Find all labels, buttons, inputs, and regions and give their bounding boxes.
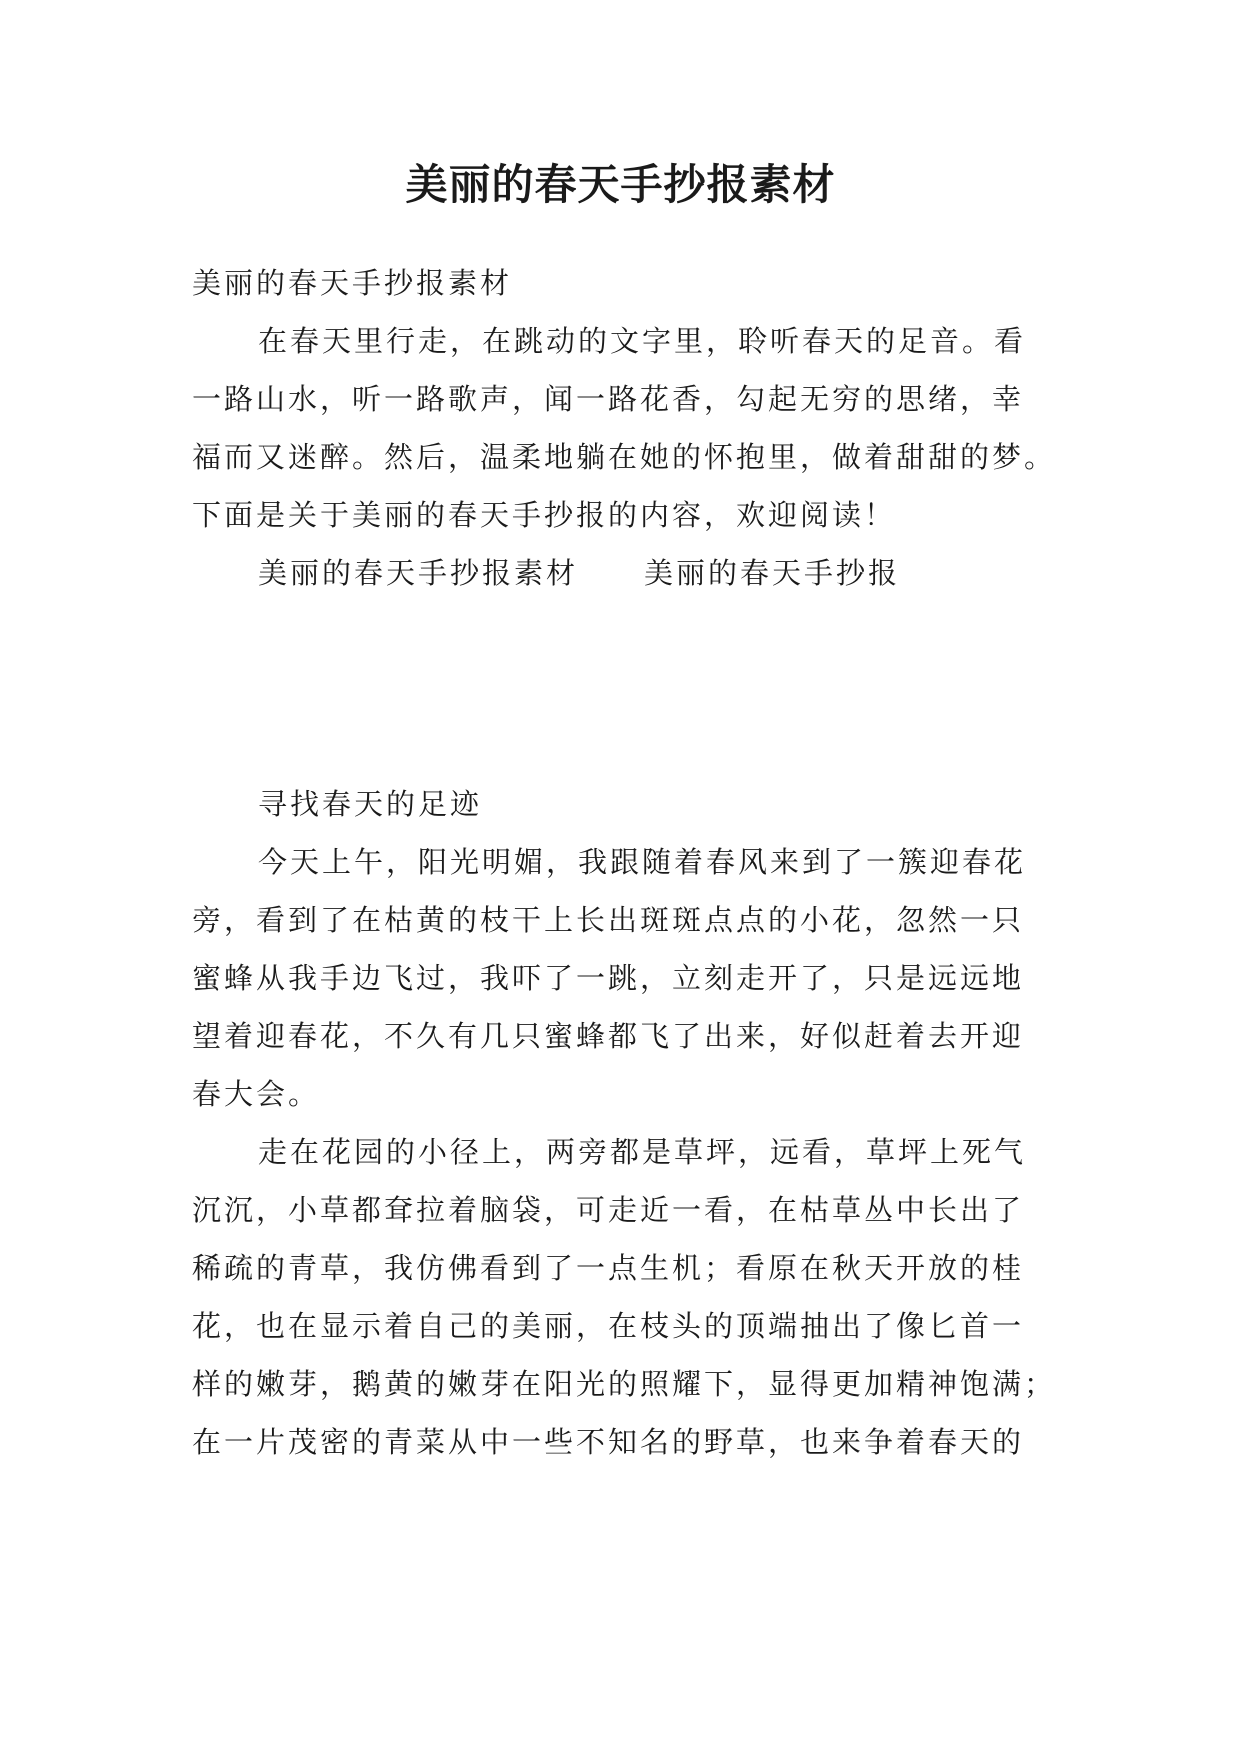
paragraph-line: 沉沉，小草都耷拉着脑袋，可走近一看，在枯草丛中长出了 [192, 1193, 1025, 1227]
intro-block [192, 254, 1057, 602]
paragraph-line: 走在花园的小径上，两旁都是草坪，远看，草坪上死气 [258, 1135, 1027, 1169]
intro-line: 一路山水，听一路歌声，闻一路花香，勾起无穷的思绪，幸 [192, 382, 1025, 416]
paragraph-line: 春大会。 [192, 1077, 321, 1111]
section-heading: 寻找春天的足迹 [258, 787, 483, 821]
document-title: 美丽的春天手抄报素材 [405, 160, 836, 209]
intro-line: 福而又迷醉。然后，温柔地躺在她的怀抱里，做着甜甜的梦。 [192, 440, 1057, 474]
paragraph-line: 在一片茂密的青菜从中一些不知名的野草，也来争着春天的 [192, 1425, 1025, 1459]
image-caption-right: 美丽的春天手抄报 [644, 556, 901, 590]
paragraph-line: 旁，看到了在枯黄的枝干上长出斑斑点点的小花，忽然一只 [192, 903, 1025, 937]
intro-heading: 美丽的春天手抄报素材 [192, 266, 513, 300]
paragraph-line: 稀疏的青草，我仿佛看到了一点生机；看原在秋天开放的桂 [192, 1251, 1025, 1285]
section-block [192, 775, 1057, 1471]
image-caption-left: 美丽的春天手抄报素材 [258, 556, 579, 590]
paragraph-line: 样的嫩芽，鹅黄的嫩芽在阳光的照耀下，显得更加精神饱满； [192, 1367, 1057, 1401]
paragraph-line: 花，也在显示着自己的美丽，在枝头的顶端抽出了像匕首一 [192, 1309, 1025, 1343]
intro-line: 下面是关于美丽的春天手抄报的内容，欢迎阅读！ [192, 498, 897, 532]
paragraph-line: 今天上午，阳光明媚，我跟随着春风来到了一簇迎春花 [258, 845, 1027, 879]
intro-line: 在春天里行走，在跳动的文字里，聆听春天的足音。看 [258, 324, 1027, 358]
paragraph-line: 蜜蜂从我手边飞过，我吓了一跳，立刻走开了，只是远远地 [192, 961, 1025, 995]
paragraph-line: 望着迎春花，不久有几只蜜蜂都飞了出来，好似赶着去开迎 [192, 1019, 1025, 1053]
image-captions [192, 544, 1052, 602]
